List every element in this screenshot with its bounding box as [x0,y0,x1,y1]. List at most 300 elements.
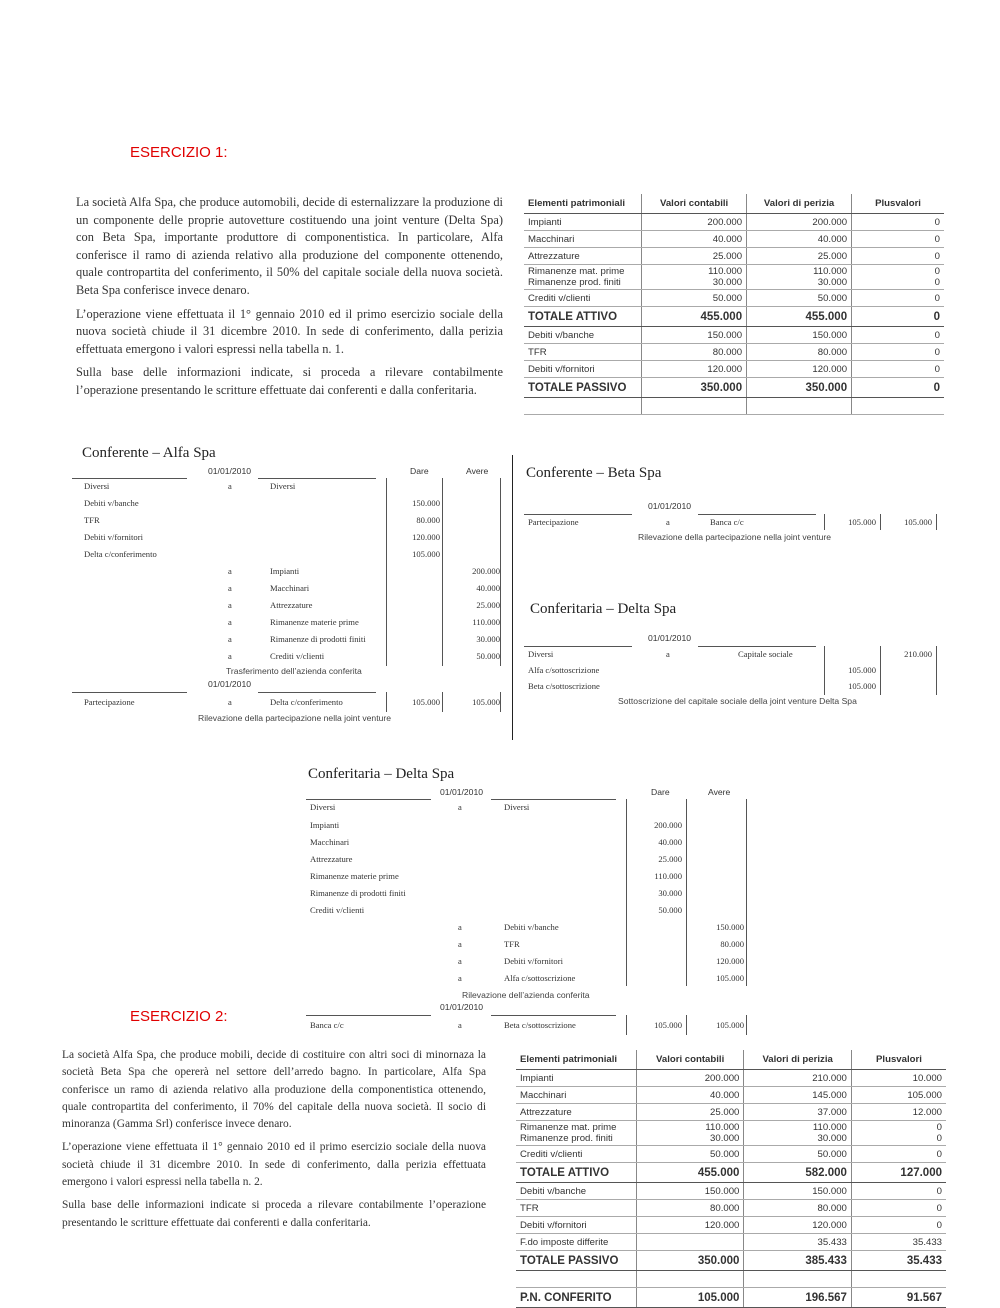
dare-amount: 80.000 [416,515,440,525]
cell-value: 0 [934,329,940,341]
cell-value: 150.000 [707,329,743,341]
cell-valore-contabile [642,344,747,361]
es1-paragraph: L’operazione viene effettuata il 1° gennaio 2010 ed il primo esercizio sociale della nuova società chiude il 31 dicembre 2010. In sede di conferimento, dalla perizia effettuata emergono i valori espressi nella tabella n. 1. [76,306,503,356]
cell-valore-perizia [744,1288,852,1308]
es2-paragraph: L’operazione viene effettuata il 1° gennaio 2010 ed il primo esercizio sociale della nuova società chiude il 31 dicembre 2010. In sede di conferimento, dalla perizia effettuata emergono i valori espressi nella tabella n. 2. [62,1141,486,1189]
cell-value: 455.000 [697,1166,740,1179]
a-label: a [666,649,670,659]
cell-elemento [524,307,642,327]
cell-value: 0 [936,1122,942,1133]
a-label: a [458,939,462,949]
cell-value: 50.000 [712,292,743,304]
account-name: Diversi [528,649,554,659]
cell-value: 80.000 [710,1202,740,1214]
column-line [626,1015,627,1035]
cell-value: Rimanenze mat. prime [528,266,625,277]
cell-value: 120.000 [812,1219,847,1231]
cell-elemento [516,1271,636,1288]
rule [698,646,816,647]
table-row [524,265,944,290]
credit-account: Macchinari [270,583,310,593]
cell-value: 30.000 [817,1133,847,1144]
cell-valore-contabile [642,214,747,231]
cell-elemento [516,1070,636,1087]
cell-value: TOTALE PASSIVO [528,381,627,394]
credit-account: Attrezzature [270,600,313,610]
cell-valore-contabile [642,248,747,265]
cell-value: 145.000 [812,1089,847,1101]
cell-valore-contabile [636,1104,744,1121]
avere-amount: 120.000 [716,956,744,966]
account-name: Diversi [504,802,530,812]
rule [306,799,431,800]
avere-header: Avere [466,466,489,476]
entry-caption: Rilevazione della partecipazione nella joint venture [198,713,392,723]
entry-caption: Sottoscrizione del capitale sociale della joint venture Delta Spa [618,696,857,706]
rule [258,692,376,693]
cell-valore-contabile [636,1121,744,1146]
dare-amount: 105.000 [848,665,876,675]
esercizio-1-title: ESERCIZIO 1: [130,144,228,161]
cell-value: 91.567 [906,1291,942,1304]
dare-amount: 105.000 [654,1020,682,1030]
dare-amount: 105.000 [848,517,876,527]
entry-date: 01/01/2010 [440,1002,484,1012]
entry-date: 01/01/2010 [648,501,692,511]
cell-value: 80.000 [817,1202,847,1214]
dare-amount: 105.000 [412,697,440,707]
table-row [516,1200,946,1217]
cell-value: 0 [933,310,940,323]
dare-amount: 105.000 [412,549,440,559]
credit-account: Rimanenze materie prime [270,617,359,627]
cell-plusvalore [852,231,944,248]
cell-valore-contabile [636,1070,744,1087]
dare-amount: 200.000 [654,820,682,830]
table-row [516,1087,946,1104]
cell-valore-perizia [744,1183,852,1200]
cell-value: 350.000 [805,381,848,394]
cell-value: Impianti [520,1072,554,1084]
entry-caption: Rilevazione della partecipazione nella joint venture [638,532,832,542]
cell-valore-perizia [744,1070,852,1087]
cell-plusvalore [852,290,944,307]
cell-valore-contabile [642,290,747,307]
table-total-row [516,1251,946,1271]
column-line [824,514,825,530]
cell-valore-contabile [636,1183,744,1200]
avere-amount: 30.000 [476,634,500,644]
cell-plusvalore [851,1121,946,1146]
dare-column-line [626,799,627,986]
cell-value: 200.000 [812,216,848,228]
rule [72,478,187,479]
cell-elemento [524,231,642,248]
table-header-row [524,194,944,214]
rule [72,692,187,693]
avere-amount: 25.000 [476,600,500,610]
account-name: Partecipazione [528,517,579,527]
table-row [524,290,944,307]
account-name: Banca c/c [710,517,744,527]
debit-account: Macchinari [310,837,350,847]
cell-valore-perizia [744,1217,852,1234]
table-header-row [516,1050,946,1070]
cell-value: F.do imposte differite [520,1236,609,1248]
avere-amount: 50.000 [476,651,500,661]
cell-valore-contabile [636,1087,744,1104]
avere-amount: 105.000 [904,517,932,527]
table-row [516,1217,946,1234]
column-line [746,1015,747,1035]
cell-value: Attrezzature [528,250,580,262]
credit-account: Debiti v/banche [504,922,559,932]
debit-account: Attrezzature [310,854,353,864]
cell-value: Macchinari [520,1089,567,1101]
cell-plusvalore [851,1251,946,1271]
account-name: Diversi [310,802,336,812]
column-line [442,692,443,712]
cell-value: P.N. CONFERITO [520,1291,612,1304]
cell-value: 0 [934,250,940,262]
cell-valore-contabile [636,1271,744,1288]
cell-value: TFR [520,1202,539,1214]
avere-amount: 80.000 [720,939,744,949]
journal-title: Conferente – Beta Spa [526,465,662,481]
cell-elemento [524,398,642,415]
cell-valore-contabile [642,378,747,398]
a-label: a [228,617,232,627]
cell-value: Crediti v/clienti [520,1148,583,1160]
cell-valore-contabile [636,1288,744,1308]
cell-value: Macchinari [528,233,575,245]
credit-account: Crediti v/clienti [270,651,325,661]
account-name: Banca c/c [310,1020,344,1030]
cell-valore-contabile [642,265,747,290]
cell-elemento [516,1104,636,1121]
cell-valore-perizia [747,344,852,361]
cell-plusvalore [851,1200,946,1217]
cell-valore-contabile [642,327,747,344]
cell-elemento [524,378,642,398]
cell-valore-perizia [747,214,852,231]
a-label: a [228,600,232,610]
cell-value: 0 [936,1202,942,1214]
cell-value: 0 [934,216,940,228]
cell-value: 110.000 [812,1122,847,1133]
column-header: Valori contabili [636,1050,744,1070]
cell-valore-contabile [636,1146,744,1163]
column-line [936,646,937,695]
debit-account: Delta c/conferimento [84,549,157,559]
cell-elemento [524,327,642,344]
cell-value: 455.000 [805,310,848,323]
debit-account: Rimanenze materie prime [310,871,399,881]
cell-value: TOTALE ATTIVO [528,310,618,323]
cell-value: 582.000 [805,1166,847,1179]
cell-valore-contabile [642,398,747,415]
cell-elemento [516,1234,636,1251]
table-row [524,344,944,361]
cell-valore-contabile [636,1251,744,1271]
table-row [516,1070,946,1087]
dare-amount: 25.000 [658,854,682,864]
cell-value: 210.000 [812,1072,847,1084]
cell-valore-perizia [744,1200,852,1217]
column-line [686,1015,687,1035]
cell-elemento [516,1121,636,1146]
entry-date: 01/01/2010 [208,466,252,476]
cell-value: 0 [936,1148,942,1160]
cell-plusvalore [851,1234,946,1251]
account-name: Diversi [270,481,296,491]
a-label: a [228,697,232,707]
column-line [880,514,881,530]
cell-value: 150.000 [704,1185,740,1197]
cell-value: 0 [936,1219,942,1231]
dare-amount: 30.000 [658,888,682,898]
cell-plusvalore [852,327,944,344]
cell-valore-perizia [744,1121,852,1146]
table-row [516,1121,946,1146]
a-label: a [228,651,232,661]
dare-header: Dare [651,787,670,797]
cell-plusvalore [851,1104,946,1121]
table-row [516,1234,946,1251]
cell-value: 150.000 [812,1185,847,1197]
cell-value: 25.000 [710,1106,740,1118]
cell-value: 35.433 [817,1236,847,1248]
cell-value: TOTALE ATTIVO [520,1166,610,1179]
avere-amount: 105.000 [716,973,744,983]
cell-value: 0 [934,233,940,245]
table-row [516,1146,946,1163]
cell-value: Impianti [528,216,562,228]
cell-value: 30.000 [712,277,743,288]
cell-elemento [516,1146,636,1163]
cell-value: 50.000 [710,1148,740,1160]
debit-account: TFR [84,515,100,525]
cell-valore-perizia [744,1146,852,1163]
cell-value: 37.000 [817,1106,847,1118]
cell-valore-perizia [747,265,852,290]
es1-paragraph: La società Alfa Spa, che produce automobili, decide di esternalizzare la produzione di un componente delle proprie autovetture costituendo una joint venture (Delta Spa) con Beta Spa, importante produttore di componentistica. In particolare, Alfa conferisce il ramo di azienda relativo alla produzione del componente ottenendo, quale contropartita del conferimento, il 50% del capitale sociale della nuova società. Beta Spa conferisce invece denaro. [76,195,503,297]
cell-valore-contabile [636,1217,744,1234]
cell-valore-perizia [744,1163,852,1183]
a-label: a [458,922,462,932]
cell-value: 120.000 [707,363,743,375]
cell-elemento [524,265,642,290]
credit-account: Alfa c/sottoscrizione [504,973,576,983]
cell-elemento [524,214,642,231]
cell-valore-perizia [747,398,852,415]
cell-value: 110.000 [708,266,743,277]
cell-value: 35.433 [906,1254,942,1267]
a-label: a [666,517,670,527]
column-line [880,646,881,695]
table-row [524,398,944,415]
a-label: a [228,566,232,576]
cell-value: 50.000 [817,292,848,304]
debit-account: Debiti v/fornitori [84,532,143,542]
table-row [524,248,944,265]
cell-valore-perizia [744,1251,852,1271]
cell-value: 25.000 [817,250,848,262]
dare-amount: 105.000 [848,681,876,691]
cell-elemento [524,248,642,265]
debit-account: Debiti v/banche [84,498,139,508]
cell-value: 25.000 [712,250,743,262]
cell-elemento [516,1288,636,1308]
avere-amount: 210.000 [904,649,932,659]
a-label: a [228,583,232,593]
cell-value: 110.000 [813,266,848,277]
cell-value: 80.000 [817,346,848,358]
a-label: a [458,956,462,966]
account-name: Partecipazione [84,697,135,707]
cell-value: 40.000 [817,233,848,245]
cell-valore-perizia [747,361,852,378]
cell-value: 105.000 [907,1089,942,1101]
dare-amount: 50.000 [658,905,682,915]
cell-value: 40.000 [712,233,743,245]
table-total-row [524,378,944,398]
column-line [386,692,387,712]
table-row [524,361,944,378]
rule [491,799,616,800]
avere-amount: 150.000 [716,922,744,932]
cell-elemento [524,361,642,378]
cell-plusvalore [852,344,944,361]
journal-title: Conferitaria – Delta Spa [308,766,455,782]
credit-account: TFR [504,939,520,949]
cell-plusvalore [851,1217,946,1234]
column-line [824,646,825,695]
cell-valore-perizia [747,248,852,265]
cell-value: 200.000 [704,1072,740,1084]
entry-date: 01/01/2010 [440,787,484,797]
cell-value: 50.000 [817,1148,847,1160]
rule [524,514,632,515]
debit-account: Beta c/sottoscrizione [528,681,600,691]
avere-amount: 105.000 [472,697,500,707]
cell-plusvalore [852,378,944,398]
entry-caption: Rilevazione dell’azienda conferita [462,990,590,1000]
cell-value: 12.000 [912,1106,942,1118]
cell-value: 0 [934,346,940,358]
cell-value: Crediti v/clienti [528,292,591,304]
cell-plusvalore [851,1087,946,1104]
avere-column-line [442,478,443,666]
column-header: Plusvalori [852,194,944,214]
cell-valore-perizia [747,231,852,248]
column-header: Valori di perizia [744,1050,852,1070]
cell-value: 30.000 [817,277,848,288]
cell-value: 0 [936,1185,942,1197]
cell-value: Rimanenze prod. finiti [528,277,621,288]
table-row [524,327,944,344]
cell-value: 40.000 [710,1089,740,1101]
cell-value: 127.000 [900,1166,942,1179]
cell-value: 110.000 [705,1122,740,1133]
cell-value: 0 [933,381,940,394]
cell-valore-perizia [744,1104,852,1121]
dare-header: Dare [410,466,429,476]
dare-amount: 40.000 [658,837,682,847]
avere-amount: 40.000 [476,583,500,593]
rule [491,1015,616,1016]
cell-valore-perizia [747,307,852,327]
avere-header: Avere [708,787,731,797]
cell-valore-perizia [747,378,852,398]
avere-amount: 105.000 [716,1020,744,1030]
cell-value: 150.000 [812,329,848,341]
column-line [500,692,501,712]
table-total-row [516,1163,946,1183]
cell-value: 0 [934,363,940,375]
cell-value: Rimanenze mat. prime [520,1122,617,1133]
cell-elemento [516,1087,636,1104]
cell-value: 105.000 [697,1291,740,1304]
cell-valore-perizia [744,1087,852,1104]
rule [258,478,376,479]
credit-account: Rimanenze di prodotti finiti [270,634,366,644]
cell-valore-perizia [747,327,852,344]
cell-valore-perizia [747,290,852,307]
cell-valore-perizia [744,1234,852,1251]
table-row [516,1183,946,1200]
column-header: Plusvalori [851,1050,946,1070]
cell-plusvalore [851,1271,946,1288]
cell-elemento [516,1251,636,1271]
cell-plusvalore [852,248,944,265]
cell-plusvalore [851,1183,946,1200]
cell-value: 200.000 [707,216,743,228]
cell-value: 80.000 [712,346,743,358]
dare-amount: 110.000 [654,871,682,881]
cell-value: Debiti v/fornitori [520,1219,587,1231]
cell-valore-contabile [636,1234,744,1251]
avere-amount: 110.000 [472,617,500,627]
cell-elemento [516,1183,636,1200]
cell-plusvalore [851,1288,946,1308]
journal-title: Conferente – Alfa Spa [82,445,216,461]
column-header: Elementi patrimoniali [516,1050,636,1070]
cell-value: 120.000 [704,1219,740,1231]
cell-value: Rimanenze prod. finiti [520,1133,613,1144]
cell-value: 120.000 [812,363,848,375]
table-row [524,214,944,231]
cell-value: Debiti v/banche [528,329,595,341]
cell-valore-contabile [642,231,747,248]
table-row [516,1271,946,1288]
cell-value: Attrezzature [520,1106,572,1118]
esercizio-1-text [76,194,503,406]
credit-account: Impianti [270,566,300,576]
entry-caption: Trasferimento dell’azienda conferita [226,666,362,676]
credit-account: Debiti v/fornitori [504,956,563,966]
cell-value: 385.433 [805,1254,847,1267]
account-name: Diversi [84,481,110,491]
cell-elemento [524,290,642,307]
cell-value: 350.000 [700,381,743,394]
column-line [936,514,937,530]
end-column-line [746,799,747,986]
esercizio-2-text [62,1047,486,1238]
column-header: Elementi patrimoniali [524,194,642,214]
cell-value: TOTALE PASSIVO [520,1254,619,1267]
account-name: Beta c/sottoscrizione [504,1020,576,1030]
